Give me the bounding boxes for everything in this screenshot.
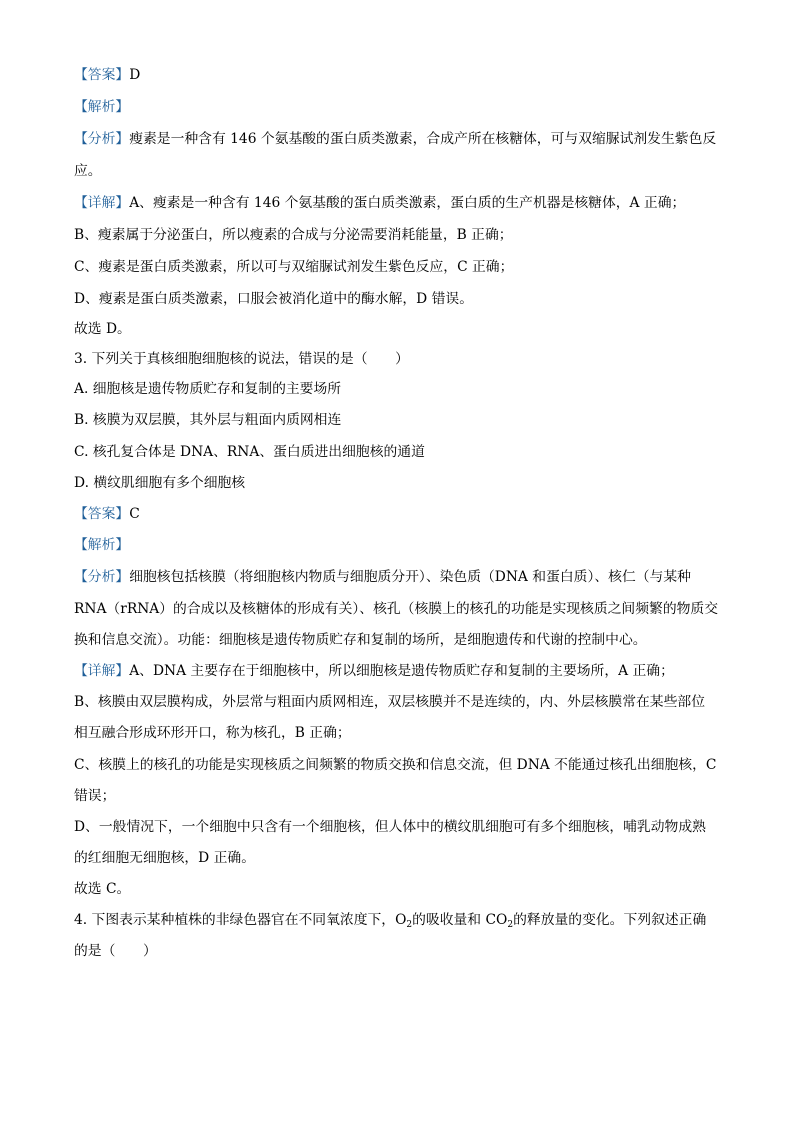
xiangjie-tag: 【详解】 [74,195,130,211]
q4-stem-part-3: 的释放量的变化。下列叙述正确 [513,912,707,928]
fenxi-tag: 【分析】 [74,131,130,147]
detail-text: A、DNA 主要存在于细胞核中，所以细胞核是遗传物质贮存和复制的主要场所，A 正确； [129,663,674,679]
q4-stem-line-2: 的是（ ） [74,943,157,959]
q4-stem-part-2: 的吸收量和 CO [412,912,508,928]
detail-text: A、瘦素是一种含有 146 个氨基酸的蛋白质类激素，蛋白质的生产机器是核糖体，A 正确； [129,195,686,211]
q2-conclusion: 故选 D。 [74,321,131,337]
q4-stem-line-1 [74,910,724,930]
answer-value: D [129,67,141,83]
fenxi-text: 瘦素是一种含有 146 个氨基酸的蛋白质类激素，合成产所在核糖体，可与双缩脲试剂发生紫色反 [129,131,717,147]
q3-fenxi-line-2: RNA（rRNA）的合成以及核糖体的形成有关）、核孔（核膜上的核孔的功能是实现核质之间频繁的物质交 [74,601,719,617]
q2-detail-c: C、瘦素是蛋白质类激素，所以可与双缩脲试剂发生紫色反应，C 正确； [74,259,514,275]
q2-fenxi-line-2: 应。 [74,163,102,179]
q2-detail-a [74,193,724,213]
q3-stem: 3. 下列关于真核细胞细胞核的说法，错误的是（ ） [74,351,409,367]
q3-option-d: D. 横纹肌细胞有多个细胞核 [74,475,246,491]
answer-tag: 【答案】 [74,67,130,83]
fenxi-tag: 【分析】 [74,569,130,585]
q3-fenxi-line-3: 换和信息交流）。功能：细胞核是遗传物质贮存和复制的场所，是细胞遗传和代谢的控制中心。 [74,632,647,648]
analysis-tag: 【解析】 [74,537,130,553]
q3-detail-c-line-1: C、核膜上的核孔的功能是实现核质之间频繁的物质交换和信息交流，但 DNA 不能通过核孔出细胞核，C [74,757,717,773]
answer-tag: 【答案】 [74,506,130,522]
q2-fenxi-line-1 [74,129,724,149]
q2-detail-d: D、瘦素是蛋白质类激素，口服会被消化道中的酶水解，D 错误。 [74,291,474,307]
q3-detail-d-line-2: 的红细胞无细胞核，D 正确。 [74,850,256,866]
q4-stem-part-1: 4. 下图表示某种植株的非绿色器官在不同氧浓度下，O [74,912,407,928]
q3-conclusion: 故选 C。 [74,881,131,897]
q3-option-b: B. 核膜为双层膜，其外层与粗面内质网相连 [74,412,342,428]
q3-detail-b-line-2: 相互融合形成环形开口，称为核孔，B 正确； [74,725,351,741]
q3-option-a: A. 细胞核是遗传物质贮存和复制的主要场所 [74,381,342,397]
q3-detail-d-line-1: D、一般情况下，一个细胞中只含有一个细胞核，但人体中的横纹肌细胞可有多个细胞核，哺乳动物成熟 [74,819,706,835]
q3-answer-line [74,504,724,524]
q3-fenxi-line-1 [74,567,724,587]
q3-analysis-heading [74,535,724,555]
q2-analysis-heading [74,97,724,117]
q3-option-c: C. 核孔复合体是 DNA、RNA、蛋白质进出细胞核的通道 [74,444,425,460]
o2-subscript: 2 [406,920,413,930]
analysis-tag: 【解析】 [74,99,130,115]
co2-subscript: 2 [507,920,514,930]
q3-detail-a [74,661,724,681]
answer-value: C [129,506,140,522]
fenxi-text: 细胞核包括核膜（将细胞核内物质与细胞质分开）、染色质（DNA 和蛋白质）、核仁（与某种 [129,569,691,585]
q2-answer-line [74,65,724,85]
q3-detail-b-line-1: B、核膜由双层膜构成，外层常与粗面内质网相连，双层核膜并不是连续的，内、外层核膜常在某些部位 [74,694,705,710]
q3-detail-c-line-2: 错误； [74,788,116,804]
xiangjie-tag: 【详解】 [74,663,130,679]
q2-detail-b: B、瘦素属于分泌蛋白，所以瘦素的合成与分泌需要消耗能量，B 正确； [74,227,513,243]
